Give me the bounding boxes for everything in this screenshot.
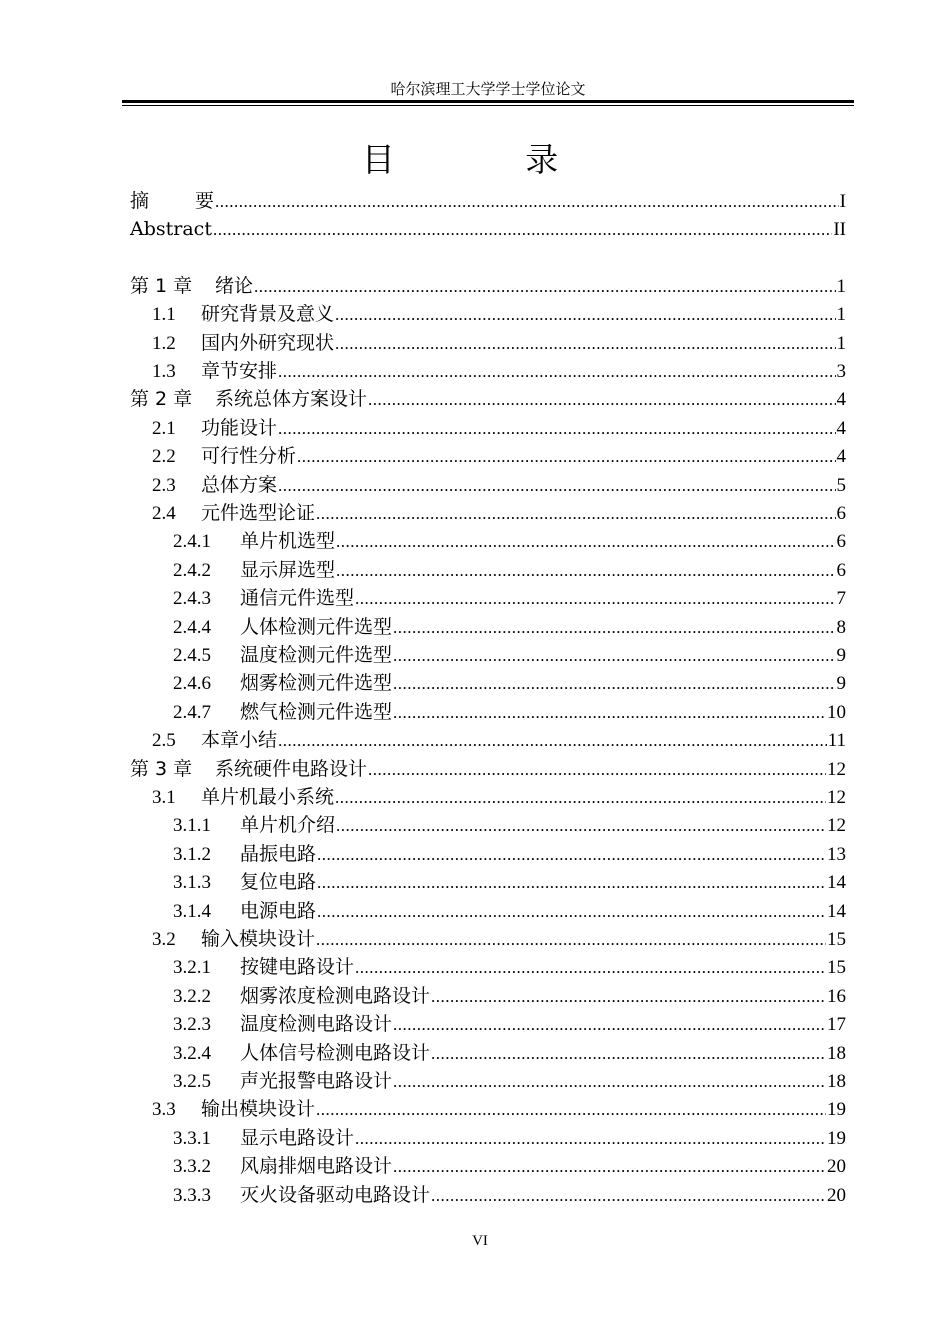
toc-entry-number: 2.2 [152,446,176,468]
toc-entry-label: 国内外研究现状 [201,331,335,354]
toc-entry-label: 声光报警电路设计 [240,1070,393,1092]
toc-entry-page: 14 [827,872,846,894]
toc-entry-page: I [839,191,846,212]
toc-leader-dots [431,984,826,1010]
toc-entry-number: 2.4.6 [173,673,211,695]
toc-entry-page: 6 [836,503,846,524]
toc-leader-dots [316,927,826,953]
toc-entry-page: 17 [827,1014,846,1036]
toc-entry[interactable] [173,557,846,583]
toc-entry-label: 研究背景及意义 [201,303,335,326]
toc-leader-dots [317,870,826,896]
toc-entry[interactable] [152,358,846,384]
toc-entry-number: 2.4.5 [173,645,211,666]
toc-entry-number: 3.2.3 [173,1014,211,1036]
toc-leader-dots [431,1183,826,1209]
toc-entry-label: 烟雾浓度检测电路设计 [240,984,431,1007]
toc-entry[interactable] [152,415,846,441]
toc-entry-page: 18 [827,1042,846,1064]
toc-leader-dots [335,785,826,811]
toc-entry-number: 2.1 [152,417,176,439]
toc-entry-number: 1.2 [152,332,176,354]
toc-entry-label: 烟雾检测元件选型 [240,672,393,695]
toc-entry[interactable] [173,1125,846,1151]
toc-entry-page: 6 [836,531,846,553]
toc-entry-number: 3.2.1 [173,957,211,979]
toc-entry-number: 3.1.3 [173,872,211,894]
toc-entry[interactable] [152,330,846,356]
toc-entry-label: 绪论 [215,274,254,297]
toc-entry-number: 3.3.2 [173,1156,211,1178]
toc-leader-dots [393,1012,826,1038]
toc-leader-dots [335,331,835,357]
toc-entry[interactable] [152,727,846,753]
toc-entry-page: 16 [827,985,846,1007]
page-number: VI [472,1233,488,1249]
toc-entry-label: Abstract [130,218,212,241]
toc-entry-label: 摘 要 [130,190,215,212]
toc-leader-dots [213,217,832,243]
toc-leader-dots [336,529,835,555]
toc-entry-page: 1 [836,275,846,297]
toc-entry-label: 灭火设备驱动电路设计 [240,1183,431,1206]
toc-leader-dots [355,586,835,612]
toc-leader-dots [316,501,835,527]
toc-entry-number: 第 3 章 [130,757,193,780]
toc-entry-page: 3 [836,361,846,382]
toc-entry-label: 章节安排 [201,360,278,382]
toc-leader-dots [317,899,826,925]
toc-entry-number: 3.3.3 [173,1184,211,1206]
toc-entry-label: 输出模块设计 [201,1098,316,1121]
toc-leader-dots [368,757,826,783]
toc-entry-number: 2.4.1 [173,531,211,553]
toc-entry-page: 12 [827,815,846,837]
toc-leader-dots [336,558,835,584]
toc-leader-dots [393,643,835,669]
toc-entry-label: 复位电路 [240,871,317,894]
toc-leader-dots [297,444,835,470]
toc-entry[interactable] [173,841,846,867]
toc-entry-number: 3.2 [152,929,176,950]
toc-entry[interactable] [130,273,846,299]
toc-entry-label: 温度检测电路设计 [240,1013,393,1036]
toc-leader-dots [393,700,826,726]
toc-entry-number: 2.3 [152,474,176,496]
toc-entry-page: 18 [827,1071,846,1092]
toc-entry-page: 4 [836,389,846,411]
toc-entry[interactable] [173,898,846,924]
toc-leader-dots [393,1154,826,1180]
toc-entry-number: 3.1.2 [173,843,211,865]
toc-leader-dots [316,1097,826,1123]
toc-entry[interactable] [173,670,846,696]
toc-leader-dots [278,728,827,754]
toc-leader-dots [278,416,835,442]
toc-entry-page: 12 [827,758,846,780]
toc-entry[interactable] [173,1040,846,1066]
toc-entry-label: 系统总体方案设计 [215,388,368,411]
toc-entry-label: 系统硬件电路设计 [215,757,368,780]
toc-entry-label: 显示电路设计 [240,1126,355,1149]
toc-entry[interactable] [130,188,846,214]
toc-entry[interactable] [152,1096,846,1122]
toc-entry[interactable] [152,472,846,498]
toc-entry[interactable] [173,954,846,980]
toc-entry-page: 7 [836,588,846,610]
toc-entry-page: 10 [827,701,846,723]
toc-entry-page: 14 [827,900,846,922]
toc-entry-label: 单片机选型 [240,530,336,553]
toc-leader-dots [335,302,835,328]
toc-entry-page: 5 [836,474,846,496]
toc-entry-page: 8 [836,616,846,638]
toc-leader-dots [431,1041,826,1067]
toc-entry-number: 2.4 [152,503,176,524]
toc-entry-page: 19 [827,1099,846,1121]
toc-entry-label: 可行性分析 [201,445,297,468]
toc-entry-label: 功能设计 [201,416,278,439]
toc-entry-page: 11 [827,730,846,752]
toc-title: 目 录 [361,140,619,179]
toc-entry[interactable] [130,216,846,242]
toc-entry[interactable] [173,585,846,611]
toc-entry-number: 3.2.4 [173,1042,211,1064]
toc-entry[interactable] [173,642,846,668]
toc-entry[interactable] [152,500,846,526]
header-rule-thick [122,100,854,103]
toc-entry-label: 风扇排烟电路设计 [240,1155,393,1178]
toc-entry-label: 人体检测元件选型 [240,615,393,638]
toc-entry[interactable] [173,614,846,640]
toc-entry-label: 元件选型论证 [201,502,316,524]
toc-entry[interactable] [152,443,846,469]
toc-entry[interactable] [152,301,846,327]
toc-entry-page: 20 [827,1184,846,1206]
toc-leader-dots [355,1126,826,1152]
toc-leader-dots [278,359,835,385]
toc-entry-number: 3.3 [152,1099,176,1121]
toc-entry-label: 燃气检测元件选型 [240,700,393,723]
toc-entry[interactable] [173,812,846,838]
toc-entry[interactable] [130,756,846,782]
toc-entry[interactable] [173,528,846,554]
toc-entry-page: 4 [836,417,846,439]
toc-leader-dots [215,189,839,215]
toc-entry-page: 1 [836,304,846,326]
toc-entry-label: 输入模块设计 [201,928,316,950]
toc-entry-number: 2.5 [152,730,176,752]
toc-leader-dots [278,473,835,499]
toc-entry[interactable] [173,1011,846,1037]
toc-entry-page: 9 [836,673,846,695]
toc-entry-page: II [833,219,846,241]
toc-leader-dots [355,955,826,981]
toc-entry-page: 15 [827,957,846,979]
toc-entry[interactable] [152,784,846,810]
toc-entry[interactable] [173,1068,846,1094]
toc-entry-label: 显示屏选型 [240,558,336,581]
toc-entry-page: 15 [827,929,846,950]
running-header: 哈尔滨理工大学学士学位论文 [390,80,586,98]
toc-entry-label: 温度检测元件选型 [240,644,393,666]
toc-leader-dots [393,1069,826,1095]
header-rule-thin [122,105,854,106]
toc-entry-number: 3.3.1 [173,1127,211,1149]
toc-entry[interactable] [173,699,846,725]
toc-entry-number: 2.4.3 [173,588,211,610]
toc-entry-label: 按键电路设计 [240,956,355,979]
toc-entry-number: 第 1 章 [130,274,193,297]
toc-entry-number: 3.1 [152,787,176,808]
toc-leader-dots [368,387,835,413]
toc-entry-number: 第 2 章 [130,388,193,411]
toc-leader-dots [393,671,835,697]
toc-entry-label: 单片机介绍 [240,814,336,837]
toc-entry[interactable] [173,983,846,1009]
toc-entry[interactable] [130,386,846,412]
toc-entry[interactable] [173,869,846,895]
toc-entry-page: 20 [827,1156,846,1178]
toc-entry-label: 通信元件选型 [240,587,355,610]
toc-entry-number: 3.1.4 [173,900,211,922]
toc-entry[interactable] [173,1153,846,1179]
toc-entry-label: 晶振电路 [240,842,317,865]
toc-entry-number: 1.1 [152,304,176,326]
toc-entry-number: 3.2.5 [173,1071,211,1092]
toc-entry-number: 3.2.2 [173,985,211,1007]
toc-entry-label: 本章小结 [201,729,278,752]
toc-entry-number: 2.4.2 [173,559,211,581]
toc-leader-dots [254,274,835,300]
toc-entry-page: 6 [836,559,846,581]
toc-entry-label: 单片机最小系统 [201,786,335,808]
toc-entry-page: 19 [827,1127,846,1149]
toc-entry-label: 总体方案 [201,473,278,496]
toc-entry-label: 人体信号检测电路设计 [240,1041,431,1064]
toc-entry-number: 2.4.4 [173,616,211,638]
toc-entry-number: 3.1.1 [173,815,211,837]
toc-entry-number: 2.4.7 [173,701,211,723]
toc-entry-label: 电源电路 [240,899,317,922]
toc-leader-dots [336,813,826,839]
toc-entry[interactable] [152,926,846,952]
toc-entry-page: 1 [836,332,846,354]
toc-entry-number: 1.3 [152,361,176,382]
toc-entry-page: 13 [827,843,846,865]
toc-entry-page: 12 [827,787,846,808]
toc-entry-page: 4 [836,446,846,468]
toc-leader-dots [317,842,826,868]
toc-leader-dots [393,615,835,641]
toc-entry-page: 9 [836,645,846,666]
toc-entry[interactable] [173,1182,846,1208]
